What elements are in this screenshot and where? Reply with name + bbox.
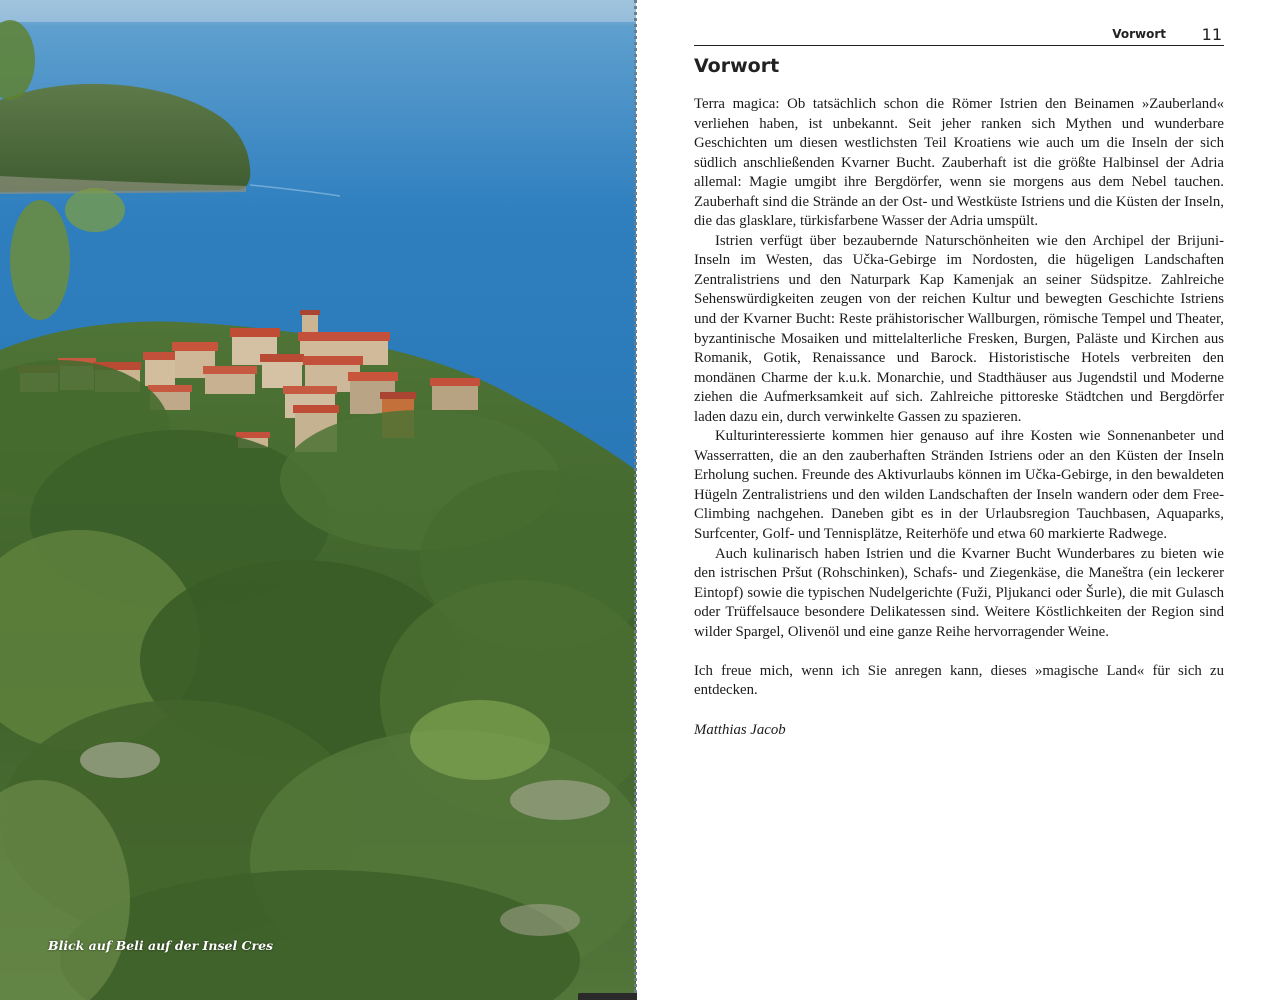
running-header (694, 26, 1224, 46)
paragraph: Istrien verfügt über bezaubernde Naturschönheiten wie den Archipel der Brijuni-Inseln im Westen, das Učka-Gebirge im Nordosten, die hügeligen Landschaften Zentralistriens und den Naturpark Kap Kamenjak an seiner Südspitze. Zahlreiche Sehenswürdigkeiten zeugen von der reichen Kultur und bewegten Geschichte Istriens und der Kvarner Bucht: Reste prähistorischer Wallburgen, römische Tempel und Theater, byzantinische Mosaiken und mittelalterliche Fresken, Burgen, Paläste und Kirchen aus Romanik, Gotik, Renaissance und Barock. Historistische Hotels verbreiten den mondänen Charme der k.u.k. Monarchie, und Stadthäuser aus Jugendstil und Moderne ziehen die Aufmerksamkeit auf sich. Zahlreiche pittoreske Städtchen und Bergdörfer laden dazu ein, durch verwinkelte Gassen zu spazieren. (694, 232, 1224, 425)
paragraph: Kulturinteressierte kommen hier genauso auf ihre Kosten wie Sonnenanbeter und Wasserratten, die an den zauberhaften Stränden Istriens oder an den Küsten der Inseln Erholung suchen. Freunde des Aktivurlaubs können im Učka-Gebirge, in den bewaldeten Hügeln Zentralistriens und den wilden Landschaften der Inseln wandern oder dem Free-Climbing nachgehen. Daneben gibt es in der Urlaubsregion Tauchbasen, Aquaparks, Surfcenter, Golf- und Tennisplätze, Reiterhöfe und etwa 60 markierte Radwege. (694, 428, 1224, 543)
paragraph: Terra magica: Ob tatsächlich schon die Römer Istrien den Beinamen »Zauberland« verliehen haben, ist unbekannt. Seit jeher ranken sich Mythen und wunderbare Geschichten um diesen westlichsten Teil Kroatiens wie auch um die Inseln der sich südlich anschließenden Kvarner Bucht. Zauberhaft ist die größte Halbinsel der Adria allemal: Magie umgibt ihre Bergdörfer, wenn sie morgens aus dem Nebel tauchen. Zauberhaft sind die Strände an der Ost- und Westküste Istriens und die Küsten der Inseln, die das glasklare, türkisfarbene Wasser der Adria umspült. (694, 96, 1224, 230)
page-number: 11 (1201, 25, 1222, 44)
closing-paragraph: Ich freue mich, wenn ich Sie anregen kann, dieses »magische Land« für sich zu entdecken. (694, 662, 1224, 699)
running-title: Vorwort (1112, 27, 1166, 41)
text-page (637, 0, 1267, 1000)
photo-caption: Blick auf Beli auf der Insel Cres (48, 938, 274, 953)
article-body (694, 95, 1224, 740)
chapter-heading: Vorwort (694, 55, 780, 77)
paragraph: Auch kulinarisch haben Istrien und die Kvarner Bucht Wunderbares zu bieten wie den istrischen Pršut (Rohschinken), Schafs- und Ziegenkäse, die Maneštra (ein leckerer Eintopf) sowie die typischen Nudelgerichte (Fuži, Pljukanci oder Šurle), die mit Gulasch oder Trüffelsauce besondere Delikatessen sind. Weitere Köstlichkeiten der Region sind wilder Spargel, Olivenöl und eine ganze Reihe hervorragender Weine. (694, 545, 1224, 640)
author-signature: Matthias Jacob (694, 721, 786, 738)
